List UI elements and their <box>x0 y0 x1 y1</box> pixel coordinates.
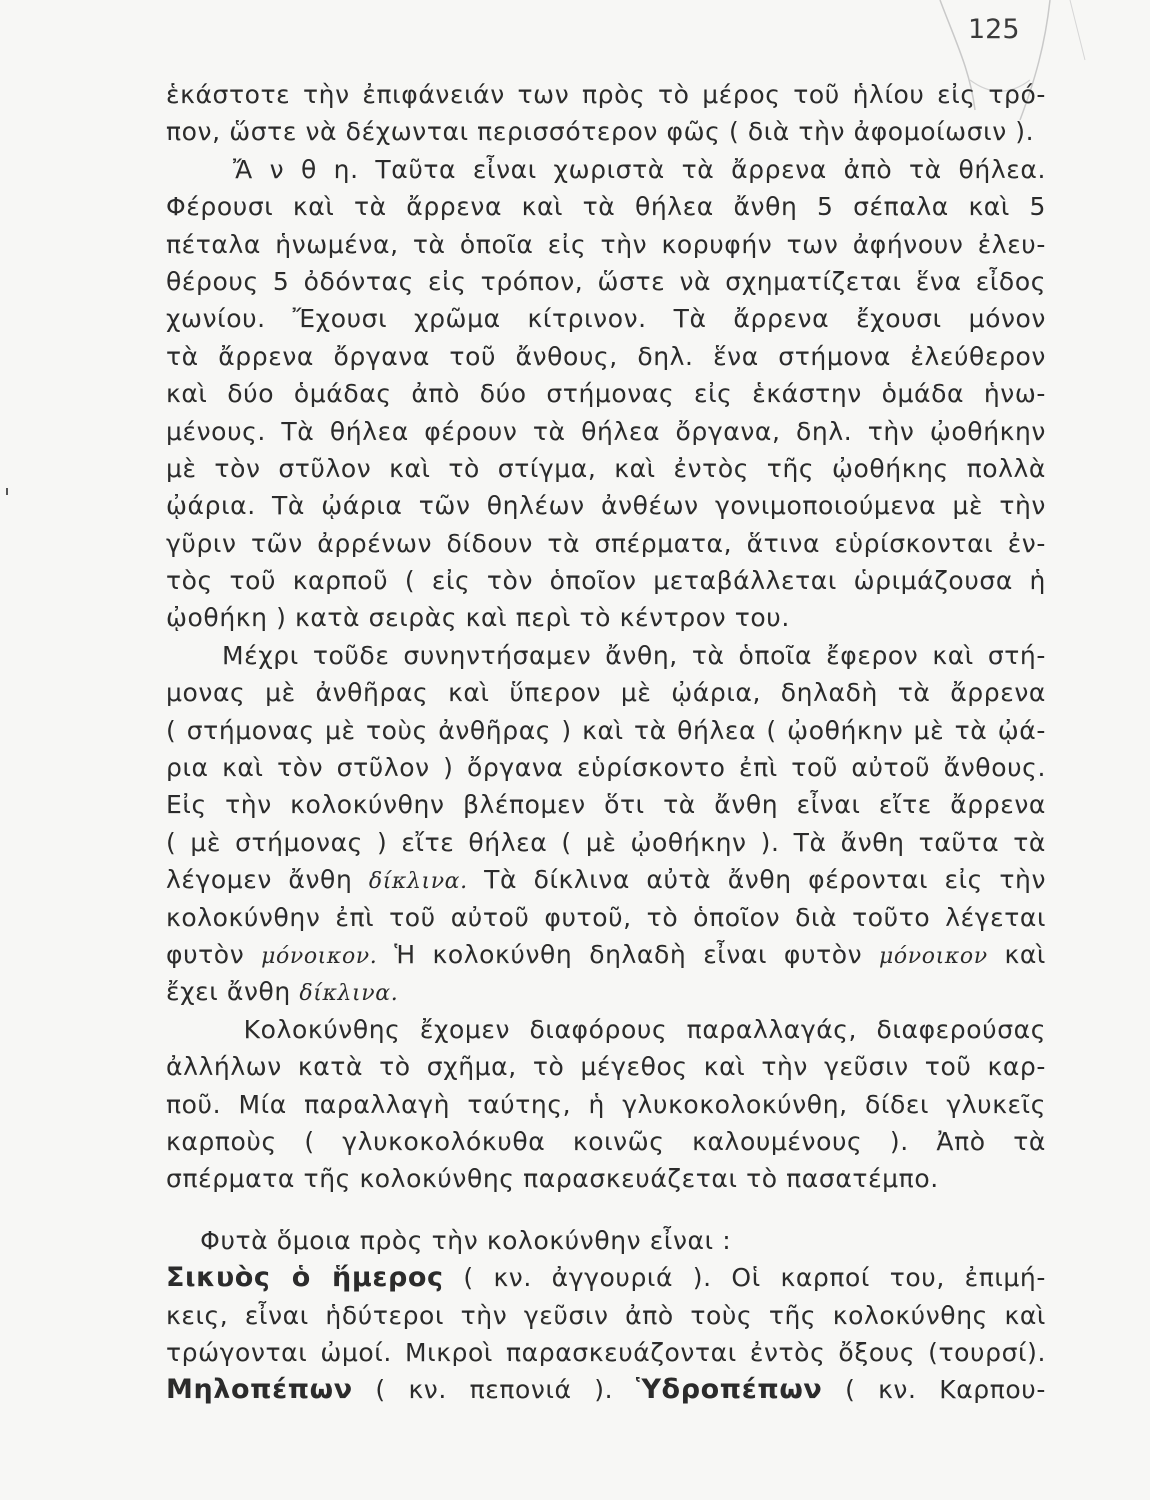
text-run: Μέχρι τοῦδε συνηντήσαμεν ἄνθη, τὰ ὁποῖα ἔφερον καὶ στή- <box>166 640 1046 670</box>
text-run: ( κν. ἀγγουριά ). Οἱ καρποί του, ἐπιμή- <box>443 1263 1046 1293</box>
text-run: Ἄ ν θ η. Ταῦτα εἶναι χωριστὰ τὰ ἄρρενα ἀπὸ τὰ θήλεα. <box>166 154 1046 184</box>
text-line <box>166 151 1046 188</box>
text-run: μὲ τὸν στῦλον καὶ τὸ στίγμα, καὶ ἐντὸς τῆς ᾠοθήκης πολλὰ <box>166 453 1046 483</box>
text-line <box>166 1048 1046 1085</box>
text-line <box>166 450 1046 487</box>
text-run: ἀλλήλων κατὰ τὸ σχῆμα, τὸ μέγεθος καὶ τὴν γεῦσιν τοῦ καρ- <box>166 1052 1046 1082</box>
body-text <box>166 76 1046 1409</box>
text-run: Ἡ κολοκύνθη δηλαδὴ εἶναι φυτὸν <box>377 939 880 969</box>
text-line <box>166 263 1046 300</box>
text-line <box>166 824 1046 861</box>
text-run: μένους. Τὰ θήλεα φέρουν τὰ θήλεα ὄργανα, δηλ. τὴν ᾠοθήκην <box>166 416 1046 446</box>
text-run: θέρους 5 ὀδόντας εἰς τρόπον, ὥστε νὰ σχηματίζεται ἕνα εἶδος <box>166 266 1046 296</box>
italic-term: δίκλινα. <box>299 981 399 1007</box>
text-line <box>166 712 1046 749</box>
text-line <box>166 1123 1046 1160</box>
text-line <box>166 973 1046 1010</box>
text-line <box>166 487 1046 524</box>
italic-term: μόνοικον <box>879 943 988 969</box>
text-run: σπέρματα τῆς κολοκύνθης παρασκευάζεται τὸ πασατέμπο. <box>166 1164 939 1194</box>
italic-term: δίκλινα. <box>368 869 468 895</box>
text-line <box>166 76 1046 113</box>
text-line <box>166 1259 1046 1296</box>
text-run: ρια καὶ τὸν στῦλον ) ὄργανα εὑρίσκοντο ἐπὶ τοῦ αὐτοῦ ἄνθους. <box>166 753 1046 783</box>
text-run: ἔχει ἄνθη <box>166 977 300 1007</box>
text-run: κεις, εἶναι ἡδύτεροι τὴν γεῦσιν ἀπὸ τοὺς τῆς κολοκύνθης καὶ <box>166 1300 1046 1330</box>
text-line <box>166 1297 1046 1334</box>
text-line <box>166 1011 1046 1048</box>
text-line <box>166 413 1046 450</box>
text-line <box>166 1334 1046 1371</box>
text-run: καὶ <box>987 939 1046 969</box>
text-run: ( κν. πεπονιά ). <box>352 1375 636 1405</box>
text-line <box>166 786 1046 823</box>
text-run: ποῦ. Μία παραλλαγὴ ταύτης, ἡ γλυκοκολοκύνθη, δίδει γλυκεῖς <box>166 1089 1046 1119</box>
text-run: λέγομεν ἄνθη <box>166 865 369 895</box>
text-line <box>166 1086 1046 1123</box>
bold-term: Ὑδροπέπων <box>635 1374 823 1406</box>
text-line <box>166 1371 1046 1408</box>
bold-term: Μηλοπέπων <box>166 1374 353 1406</box>
text-line <box>166 226 1046 263</box>
text-line <box>166 525 1046 562</box>
text-run: φυτὸν <box>166 939 262 969</box>
text-run: πέταλα ἡνωμένα, τὰ ὁποῖα εἰς τὴν κορυφήν των ἀφήνουν ἐλευ- <box>166 229 1046 259</box>
margin-mark <box>6 488 8 495</box>
text-line <box>166 1160 1046 1197</box>
text-run: ( κν. Καρπου- <box>822 1375 1046 1405</box>
text-run: κολοκύνθην ἐπὶ τοῦ αὐτοῦ φυτοῦ, τὸ ὁποῖον διὰ τοῦτο λέγεται <box>166 902 1046 932</box>
text-run: Φέρουσι καὶ τὰ ἄρρενα καὶ τὰ θήλεα ἄνθη 5 σέπαλα καὶ 5 <box>166 192 1046 222</box>
text-line <box>166 113 1046 150</box>
text-run: τὸς τοῦ καρποῦ ( εἰς τὸν ὁποῖον μεταβάλλεται ὡριμάζουσα ἡ <box>166 566 1046 596</box>
text-run: Κολοκύνθης ἔχομεν διαφόρους παραλλαγάς, διαφερούσας <box>166 1014 1046 1044</box>
text-run: τὰ ἄρρενα ὄργανα τοῦ ἄνθους, δηλ. ἕνα στήμονα ἐλεύθερον <box>166 341 1046 371</box>
text-line <box>166 674 1046 711</box>
text-run: γῦριν τῶν ἀρρένων δίδουν τὰ σπέρματα, ἅτινα εὑρίσκονται ἐν- <box>166 528 1046 558</box>
text-line <box>166 300 1046 337</box>
text-line <box>166 338 1046 375</box>
text-run: Φυτὰ ὅμοια πρὸς τὴν κολοκύνθην εἶναι : <box>166 1225 732 1255</box>
text-run: καὶ δύο ὁμάδας ἀπὸ δύο στήμονας εἰς ἑκάστην ὁμάδα ἡνω- <box>166 379 1046 409</box>
text-run: ( στήμονας μὲ τοὺς ἀνθῆρας ) καὶ τὰ θήλεα ( ᾠοθήκην μὲ τὰ ᾠά- <box>166 715 1046 745</box>
text-line <box>166 936 1046 973</box>
text-line <box>166 637 1046 674</box>
text-line <box>166 1222 1046 1259</box>
text-run: καρποὺς ( γλυκοκολόκυθα κοινῶς καλουμένους ). Ἀπὸ τὰ <box>166 1126 1046 1156</box>
text-line <box>166 749 1046 786</box>
text-run: χωνίου. Ἔχουσι χρῶμα κίτρινον. Τὰ ἄρρενα ἔχουσι μόνον <box>166 304 1046 334</box>
text-run: ᾠοθήκη ) κατὰ σειρὰς καὶ περὶ τὸ κέντρον του. <box>166 603 790 633</box>
text-line <box>166 899 1046 936</box>
text-line <box>166 861 1046 898</box>
text-line <box>166 188 1046 225</box>
text-line <box>166 375 1046 412</box>
text-run: τρώγονται ὠμοί. Μικροὶ παρασκευάζονται ἐντὸς ὄξους (τουρσί). <box>166 1337 1046 1367</box>
text-line <box>166 562 1046 599</box>
bold-term: Σικυὸς ὁ ἥμερος <box>166 1262 444 1294</box>
text-run: ᾠάρια. Τὰ ᾠάρια τῶν θηλέων ἀνθέων γονιμοποιούμενα μὲ τὴν <box>166 491 1046 521</box>
text-line <box>166 599 1046 636</box>
text-run: πον, ὥστε νὰ δέχωνται περισσότερον φῶς ( διὰ τὴν ἀφομοίωσιν ). <box>166 117 1035 147</box>
text-run: ἑκάστοτε τὴν ἐπιφάνειάν των πρὸς τὸ μέρος τοῦ ἡλίου εἰς τρό- <box>166 80 1046 109</box>
text-run: Τὰ δίκλινα αὐτὰ ἄνθη φέρονται εἰς τὴν <box>467 865 1047 895</box>
text-run: μονας μὲ ἀνθῆρας καὶ ὕπερον μὲ ᾠάρια, δηλαδὴ τὰ ἄρρενα <box>166 678 1046 708</box>
text-run: Εἰς τὴν κολοκύνθην βλέπομεν ὅτι τὰ ἄνθη εἶναι εἴτε ἄρρενα <box>166 790 1046 820</box>
italic-term: μόνοικον. <box>261 943 378 969</box>
page-number: 125 <box>968 14 1020 45</box>
text-run: ( μὲ στήμονας ) εἴτε θήλεα ( μὲ ᾠοθήκην ). Τὰ ἄνθη ταῦτα τὰ <box>166 827 1046 857</box>
